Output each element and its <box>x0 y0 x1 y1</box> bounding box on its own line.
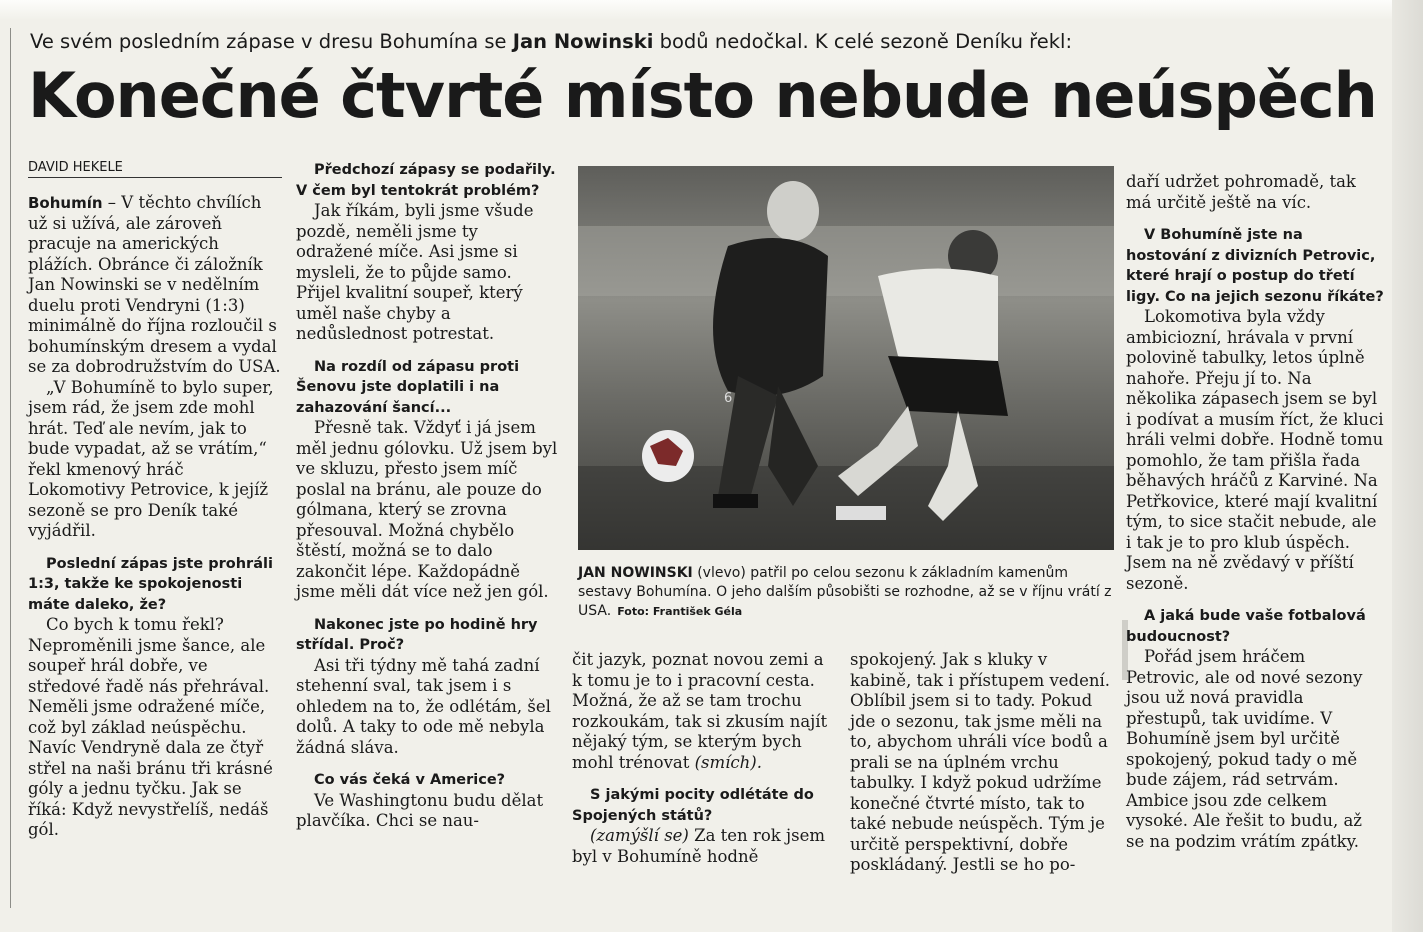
answer <box>572 826 834 867</box>
question: Poslední zápas jste prohráli 1:3, takže ke spokojenosti máte daleko, že? <box>28 555 273 613</box>
kicker <box>30 30 1370 53</box>
answer-continued: daří udržet pohromadě, tak má určitě ještě na víc. <box>1126 172 1356 212</box>
column-5 <box>1126 172 1384 852</box>
page-edge <box>0 0 1423 20</box>
column-3 <box>572 650 834 867</box>
kicker-text: Ve svém posledním zápase v dresu Bohumína se <box>30 30 513 53</box>
kicker-name: Jan Nowinski <box>512 30 654 53</box>
answer-text: čit jazyk, poznat novou zemi a k tomu je to i pracovní cesta. Možná, že až se tam trochu rozkoukám, tak si zkusím najít nějaký tým, se kterým bych mohl trénovat <box>572 650 828 772</box>
question: A jaká bude vaše fotbalová budoucnost? <box>1126 608 1366 645</box>
shirt-number: 6 <box>724 391 733 406</box>
answer: Co bych k tomu řekl? Neproměnili jsme šance, ale soupeř hrál dobře, ve středové řadě nás přehrával. Neměli jsme odražené míče, což byl základ neúspěchu. Navíc Vendryně dala ze čtyř střel na naši bránu tři krásné góly a jednu tyčku. Jak se říká: Když nevystřelíš, nedáš gól. <box>28 615 273 839</box>
lead-paragraph <box>28 193 282 378</box>
photo-credit: Foto: František Géla <box>617 605 743 618</box>
question: Co vás čeká v Americe? <box>314 772 506 788</box>
column-rule <box>10 28 11 908</box>
column-1 <box>28 193 282 841</box>
answer: Asi tři týdny mě tahá zadní stehenní sval, tak jsem i s ohledem na to, že odlétám, šel dolů. A taky to ode mě nebyla žádná sláva. <box>296 655 551 757</box>
stage-direction: (zamýšlí se) <box>590 826 689 845</box>
answer: Ve Washingtonu budu dělat plavčíka. Chci se nau- <box>296 790 544 830</box>
question: Nakonec jste po hodině hry střídal. Proč? <box>296 616 538 653</box>
lead-text: – V těchto chvílích už si užívá, ale zároveň pracuje na amerických plážích. Obránce či záložník Jan Nowinski se v nedělním duelu proti Vendryni (1:3) minimálně do října rozloučil s bohumínským dresem a vydal se za dobrodružstvím do USA. <box>28 193 281 376</box>
kicker-text-end: bodů nedočkal. K celé sezoně Deníku řekl: <box>653 30 1073 53</box>
dateline: Bohumín <box>28 194 103 212</box>
answer: Přesně tak. Vždyť i já jsem měl jednu gólovku. Už jsem byl ve skluzu, přesto jsem míč poslal na bránu, ale pouze do gólmana, který se zrovna přesouval. Možná chybělo štěstí, možná se to dalo zakončit lépe. Každopádně jsme měli dát více než jen gól. <box>296 418 558 601</box>
laughter-note: (smích). <box>694 752 762 772</box>
question: Na rozdíl od zápasu proti Šenovu jste doplatili i na zahazování šancí... <box>296 358 520 416</box>
column-4 <box>850 650 1112 876</box>
answer: Pořád jsem hráčem Petrovic, ale od nové sezony jsou už nová pravidla přestupů, tak uvidíme. V Bohumíně jsem byl určitě spokojený, pokud tady o mě bude zájem, rád setrvám. Ambice jsou zde celkem vysoké. Ale řešit to budu, až se na podzim vrátím zpátky. <box>1126 647 1363 851</box>
answer-continued <box>572 650 834 773</box>
question: Předchozí zápasy se podařily. V čem byl tentokrát problém? <box>296 162 556 199</box>
caption-text: (vlevo) patřil po celou sezonu k základním kamenům sestavy Bohumína. O jeho dalším působišti se rozhodne, až se v říjnu vrátí z USA. <box>578 565 1112 619</box>
question: V Bohumíně jste na hostování z divizních Petrovic, které hrají o postup do třetí ligy. Co na jejich sezonu říkáte? <box>1126 227 1384 305</box>
answer: Lokomotiva byla vždy ambiciozní, hrávala v první polovině tabulky, letos úplně nahoře. Přeju jí to. Na několika zápasech jsem se byl i podívat a musím říct, že kluci hráli velmi dobře. Hodně tomu pomohlo, že tam přišla řada běhavých hráčů z Karviné. Na Petřkovice, které mají kvalitní tým, to sice stačit nebude, ale i tak je to pro klub úspěch. Jsem na ně zvědavý v příští sezoně. <box>1126 307 1384 593</box>
headline: Konečné čtvrté místo nebude neúspěch <box>28 59 1377 132</box>
byline: DAVID HEKELE <box>28 160 282 178</box>
football-players-image <box>578 166 1114 550</box>
paragraph: „V Bohumíně to bylo super, jsem rád, že jsem zde mohl hrát. Teď ale nevím, jak to bude vypadat, až se vrátím,“ řekl kmenový hráč Lokomotivy Petrovice, k jejíž sezoně se pro Deník také vyjádřil. <box>28 377 274 540</box>
caption-name: JAN NOWINSKI <box>578 565 693 581</box>
photo-caption <box>578 564 1118 621</box>
answer: Jak říkám, byli jsme všude pozdě, neměli jsme ty odražené míče. Asi jsme si mysleli, že to půjde samo. Přijel kvalitní soupeř, který uměl naše chyby a nedůslednost potrestat. <box>296 201 534 343</box>
match-photo <box>578 166 1114 550</box>
question: S jakými pocity odlétáte do Spojených států? <box>572 787 814 824</box>
adjacent-page-bleed <box>1392 0 1423 932</box>
answer-text: Za ten rok jsem byl v Bohumíně hodně <box>572 826 825 866</box>
answer-continued: spokojený. Jak s kluky v kabině, tak i přístupem vedení. Oblíbil jsem si to tady. Pokud jde o sezonu, tak jsme měli na to, abychom uhráli více bodů a prali se na úplném vrchu tabulky. I když pokud udržíme konečné čtvrté místo, tak to také nebude neúspěch. Tým je určitě perspektivní, dobře poskládaný. Jestli se ho po- <box>850 650 1111 874</box>
column-2 <box>296 160 558 832</box>
